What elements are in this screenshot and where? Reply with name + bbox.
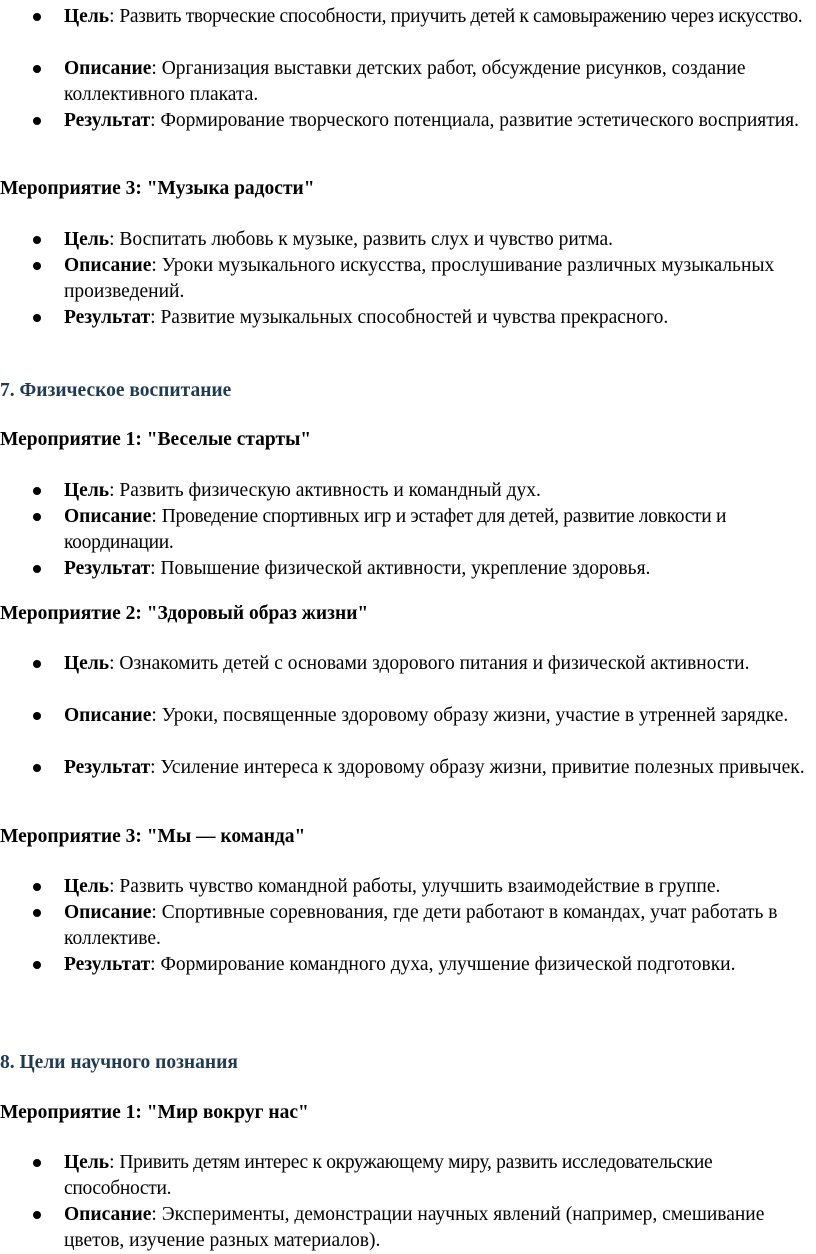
item-text: Организация выставки детских работ, обсуждение рисунков, создание коллективного плаката. [64,58,746,105]
item-text: Развить физическую активность и командный дух. [119,480,541,501]
item-text: Ознакомить детей с основами здорового питания и физической активности. [119,653,750,674]
list-item: Цель: Ознакомить детей с основами здорового питания и физической активности. [0,651,816,703]
item-text: Формирование творческого потенциала, развитие эстетического восприятия. [160,110,800,131]
list-item: Описание: Организация выставки детских работ, обсуждение рисунков, создание коллективного плаката. [0,56,816,108]
list-item: Описание: Проведение спортивных игр и эстафет для детей, развитие ловкости и координации. [0,504,816,556]
bullet-icon [33,961,41,969]
list-item: Цель: Привить детям интерес к окружающему миру, развить исследовательские способности. [0,1150,816,1202]
bullet-icon [33,117,41,125]
item-label: Цель [64,6,110,27]
item-label: Описание [64,705,152,726]
list-health-event [0,651,816,807]
bullet-icon [33,660,41,668]
event-heading: Мероприятие 2: "Здоровый образ жизни" [0,603,369,624]
bullet-icon [33,1211,41,1219]
bullet-icon [33,65,41,73]
bullet-icon [33,909,41,917]
item-text: Проведение спортивных игр и эстафет для детей, развитие ловкости и координации. [64,506,727,553]
section-heading: 7. Физическое воспитание [0,380,232,401]
bullet-icon [33,565,41,573]
item-text: Эксперименты, демонстрации научных явлений (например, смешивание цветов, изучение разных материалов). [64,1204,765,1251]
item-label: Результат [64,954,151,975]
list-item: Описание: Уроки музыкального искусства, прослушивание различных музыкальных произведений. [0,253,816,305]
list-item: Цель: Развить творческие способности, приучить детей к самовыражению через искусство. [0,4,816,56]
item-label: Результат [64,307,151,328]
event-heading: Мероприятие 1: "Веселые старты" [0,429,312,450]
bullet-icon [33,236,41,244]
item-text: Формирование командного духа, улучшение физической подготовки. [160,954,736,975]
item-label: Цель [64,1152,110,1173]
bullet-icon [33,487,41,495]
list-item: Описание: Эксперименты, демонстрации научных явлений (например, смешивание цветов, изучение разных материалов). [0,1202,816,1254]
item-label: Описание [64,58,152,79]
list-science-event [0,1150,816,1254]
item-text: Развить чувство командной работы, улучшить взаимодействие в группе. [119,876,721,897]
list-item: Цель: Развить чувство командной работы, улучшить взаимодействие в группе. [0,874,816,900]
list-item: Результат: Усиление интереса к здоровому образу жизни, привитие полезных привычек. [0,755,816,807]
item-label: Описание [64,902,152,923]
event-heading: Мероприятие 3: "Мы — команда" [0,826,306,847]
list-team-event [0,874,816,1004]
list-item: Результат: Повышение физической активности, укрепление здоровья. [0,556,816,582]
list-item: Описание: Уроки, посвященные здоровому образу жизни, участие в утренней зарядке. [0,703,816,755]
item-label: Цель [64,229,110,250]
bullet-icon [33,712,41,720]
item-text: Уроки музыкального искусства, прослушивание различных музыкальных произведений. [64,255,775,302]
item-text: Спортивные соревнования, где дети работают в командах, учат работать в коллективе. [64,902,778,949]
bullet-icon [33,764,41,772]
list-item: Цель: Развить физическую активность и командный дух. [0,478,816,504]
item-label: Описание [64,1204,152,1225]
item-text: Развитие музыкальных способностей и чувства прекрасного. [160,307,669,328]
item-label: Описание [64,255,152,276]
item-label: Цель [64,876,110,897]
list-starts-event [0,478,816,582]
item-label: Цель [64,653,110,674]
item-text: Повышение физической активности, укрепление здоровья. [160,558,651,579]
list-item: Цель: Воспитать любовь к музыке, развить слух и чувство ритма. [0,227,816,253]
item-label: Цель [64,480,110,501]
list-item: Описание: Спортивные соревнования, где дети работают в командах, учат работать в коллективе. [0,900,816,952]
list-art-event [0,4,816,160]
item-label: Описание [64,506,152,527]
list-item: Результат: Развитие музыкальных способностей и чувства прекрасного. [0,305,816,331]
bullet-icon [33,883,41,891]
item-label: Результат [64,757,151,778]
item-text: Воспитать любовь к музыке, развить слух и чувство ритма. [119,229,614,250]
item-text: Развить творческие способности, приучить детей к самовыражению через искусство. [119,6,803,27]
bullet-icon [33,513,41,521]
event-heading: Мероприятие 3: "Музыка радости" [0,178,315,199]
event-heading: Мероприятие 1: "Мир вокруг нас" [0,1102,309,1123]
list-item: Результат: Формирование командного духа, улучшение физической подготовки. [0,952,816,1004]
item-label: Результат [64,110,151,131]
list-music-event [0,227,816,331]
item-text: Уроки, посвященные здоровому образу жизни, участие в утренней зарядке. [161,705,789,726]
bullet-icon [33,314,41,322]
list-item: Результат: Формирование творческого потенциала, развитие эстетического восприятия. [0,108,816,160]
item-label: Результат [64,558,151,579]
bullet-icon [33,1159,41,1167]
item-text: Усиление интереса к здоровому образу жизни, привитие полезных привычек. [160,757,805,778]
bullet-icon [33,13,41,21]
section-heading: 8. Цели научного познания [0,1052,238,1073]
item-text: Привить детям интерес к окружающему миру, развить исследовательские способности. [64,1152,713,1199]
bullet-icon [33,262,41,270]
